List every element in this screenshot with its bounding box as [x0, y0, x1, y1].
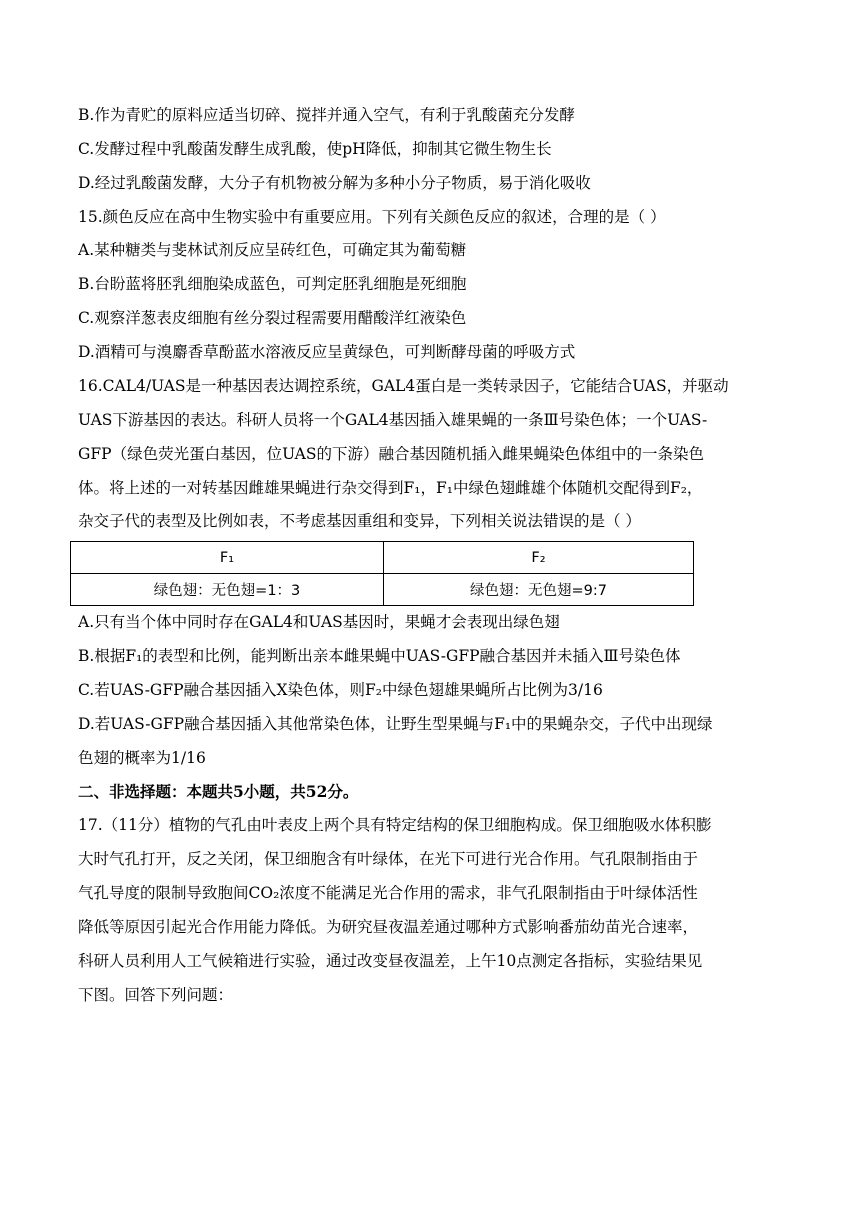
question-17-line-4: 降低等原因引起光合作用能力降低。为研究昼夜温差通过哪种方式影响番茄幼苗光合速率，: [78, 918, 699, 936]
option-15c: C.观察洋葱表皮细胞有丝分裂过程需要用醋酸洋红液染色: [78, 309, 467, 327]
table-cell-f2-ratio: 绿色翅：无色翅=9:7: [384, 574, 694, 606]
question-16-stem-line-2: UAS下游基因的表达。科研人员将一个GAL4基因插入雄果蝇的一条Ⅲ号染色体；一个UAS-: [78, 411, 708, 429]
option-15d: D.酒精可与溴麝香草酚蓝水溶液反应呈黄绿色，可判断酵母菌的呼吸方式: [78, 343, 576, 361]
question-17-line-3: 气孔导度的限制导致胞间CO₂浓度不能满足光合作用的需求，非气孔限制指由于叶绿体活性: [78, 884, 698, 902]
question-17-line-5: 科研人员利用人工气候箱进行实验，通过改变昼夜温差，上午10点测定各指标，实验结果见: [78, 952, 703, 970]
option-16d-line-2: 色翅的概率为1/16: [78, 749, 206, 767]
option-16d-line-1: D.若UAS-GFP融合基因插入其他常染色体，让野生型果蝇与F₁中的果蝇杂交，子代中出现绿: [78, 715, 713, 733]
option-16a: A.只有当个体中同时存在GAL4和UAS基因时，果蝇才会表现出绿色翅: [78, 613, 560, 631]
question-17-line-2: 大时气孔打开，反之关闭，保卫细胞含有叶绿体，在光下可进行光合作用。气孔限制指由于: [78, 850, 699, 868]
table-header-row: [71, 542, 694, 574]
question-16-stem-line-1: 16.CAL4/UAS是一种基因表达调控系统，GAL4蛋白是一类转录因子，它能结合UAS，并驱动: [78, 377, 729, 395]
option-16c: C.若UAS-GFP融合基因插入X染色体，则F₂中绿色翅雄果蝇所占比例为3/16: [78, 681, 603, 699]
question-17-line-1: 17.（11分）植物的气孔由叶表皮上两个具有特定结构的保卫细胞构成。保卫细胞吸水体积膨: [78, 816, 712, 834]
table-row: [71, 574, 694, 606]
option-15a: A.某种糖类与斐林试剂反应呈砖红色，可确定其为葡萄糖: [78, 241, 467, 259]
option-15b: B.台盼蓝将胚乳细胞染成蓝色，可判定胚乳细胞是死细胞: [78, 275, 467, 293]
table-header-f2: F₂: [384, 542, 694, 574]
question-16-stem-line-3: GFP（绿色荧光蛋白基因，位UAS的下游）融合基因随机插入雌果蝇染色体组中的一条染色: [78, 445, 704, 463]
section-heading: 二、非选择题：本题共5小题，共52分。: [78, 782, 359, 801]
option-14c: C.发酵过程中乳酸菌发酵生成乳酸，使pH降低，抑制其它微生物生长: [78, 140, 552, 158]
table-cell-f1-ratio: 绿色翅：无色翅=1：3: [71, 574, 384, 606]
option-14d: D.经过乳酸菌发酵，大分子有机物被分解为多种小分子物质，易于消化吸收: [78, 174, 591, 192]
results-table: [70, 541, 694, 606]
question-16-stem-line-4: 体。将上述的一对转基因雌雄果蝇进行杂交得到F₁，F₁中绿色翅雌雄个体随机交配得到F₂，: [78, 479, 703, 497]
table-header-f1: F₁: [71, 542, 384, 574]
question-17-line-6: 下图。回答下列问题：: [78, 986, 234, 1004]
option-16b: B.根据F₁的表型和比例，能判断出亲本雌果蝇中UAS-GFP融合基因并未插入Ⅲ号染色体: [78, 647, 681, 665]
question-15-stem: 15.颜色反应在高中生物实验中有重要应用。下列有关颜色反应的叙述，合理的是（ ）: [78, 208, 666, 226]
option-14b: B.作为青贮的原料应适当切碎、搅拌并通入空气，有利于乳酸菌充分发酵: [78, 106, 575, 124]
question-16-stem-line-5: 杂交子代的表型及比例如表，不考虑基因重组和变异，下列相关说法错误的是（ ）: [78, 512, 641, 530]
